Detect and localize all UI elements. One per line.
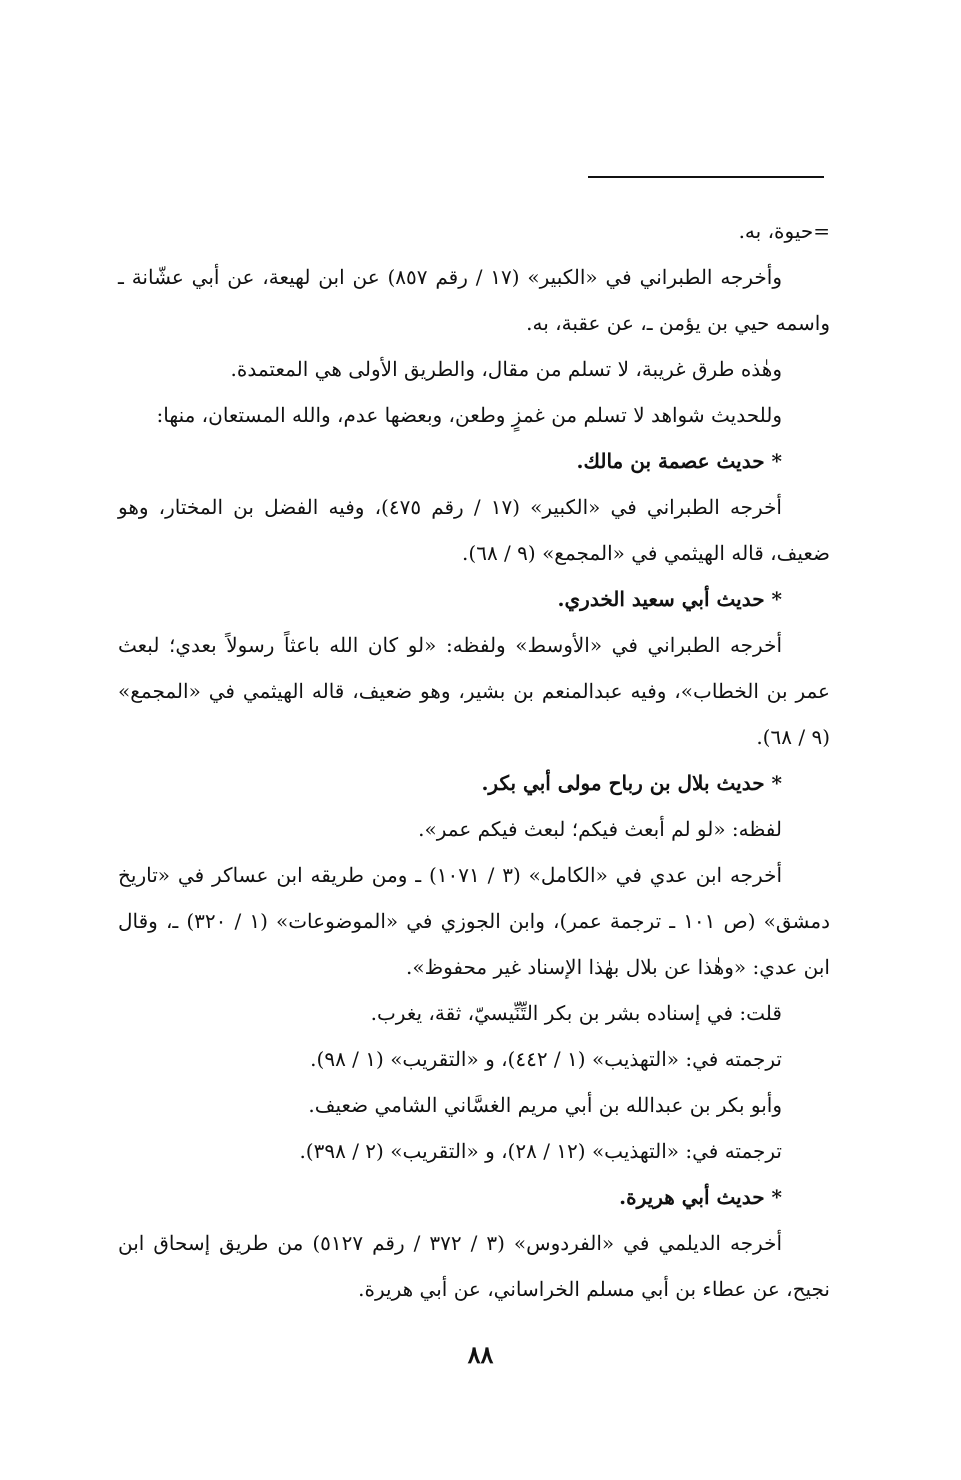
hadith-heading: * حديث عصمة بن مالك.: [576, 449, 782, 473]
paragraph: ترجمته في: «التهذيب» (١٢ / ٢٨)، و «التقريب» (٢ / ٣٩٨).: [299, 1139, 782, 1163]
paragraph: أخرجه الطبراني في «الأوسط» ولفظه: «لو كان الله باعثاً رسولاً بعدي؛ لبعث عمر بن الخطاب»، وفيه عبدالمنعم بن بشير، وهو ضعيف، قاله الهيثمي في «المجمع» (٩ / ٦٨).: [118, 633, 830, 749]
footnote-text-block: [118, 208, 830, 1312]
hadith-heading: * حديث بلال بن رباح مولى أبي بكر.: [481, 771, 782, 795]
hadith-heading: * حديث أبي سعيد الخدري.: [557, 587, 782, 611]
paragraph: أخرجه ابن عدي في «الكامل» (٣ / ١٠٧١) ـ ومن طريقه ابن عساكر في «تاريخ دمشق» (ص ١٠١ ـ ترجمة عمر)، وابن الجوزي في «الموضوعات» (١ / ٣٢٠) ـ، وقال ابن عدي: «وهٰذا عن بلال بهٰذا الإسناد غير محفوظ».: [118, 863, 830, 979]
paragraph: وهٰذه طرق غريبة، لا تسلم من مقال، والطريق الأولى هي المعتمدة.: [230, 357, 782, 381]
paragraph: وأبو بكر بن عبدالله بن أبي مريم الغسَّاني الشامي ضعيف.: [308, 1093, 782, 1117]
footnote-separator-rule: [588, 176, 824, 178]
paragraph: وأخرجه الطبراني في «الكبير» (١٧ / رقم ٨٥٧) عن ابن لهيعة، عن أبي عشّانة ـ واسمه حيي بن يؤمن ـ، عن عقبة، به.: [118, 265, 830, 335]
paragraph: أخرجه الطبراني في «الكبير» (١٧ / رقم ٤٧٥)، وفيه الفضل بن المختار، وهو ضعيف، قاله الهيثمي في «المجمع» (٩ / ٦٨).: [118, 495, 830, 565]
paragraph: وللحديث شواهد لا تسلم من غمزٍ وطعن، وبعضها عدم، والله المستعان، منها:: [156, 403, 782, 427]
paragraph: =حيوة، به.: [738, 219, 830, 243]
paragraph: أخرجه الديلمي في «الفردوس» (٣ / ٣٧٢ / رقم ٥١٢٧) من طريق إسحاق ابن نجيح، عن عطاء بن أبي مسلم الخراساني، عن أبي هريرة.: [118, 1231, 830, 1301]
paragraph: قلت: في إسناده بشر بن بكر التِّنِّيسيّ، ثقة، يغرب.: [370, 1001, 782, 1025]
hadith-heading: * حديث أبي هريرة.: [619, 1185, 782, 1209]
paragraph: ترجمته في: «التهذيب» (١ / ٤٤٢)، و «التقريب» (١ / ٩٨).: [310, 1047, 782, 1071]
paragraph: لفظه: «لو لم أبعث فيكم؛ لبعث فيكم عمر».: [418, 817, 782, 841]
page-number: ٨٨: [467, 1340, 494, 1369]
